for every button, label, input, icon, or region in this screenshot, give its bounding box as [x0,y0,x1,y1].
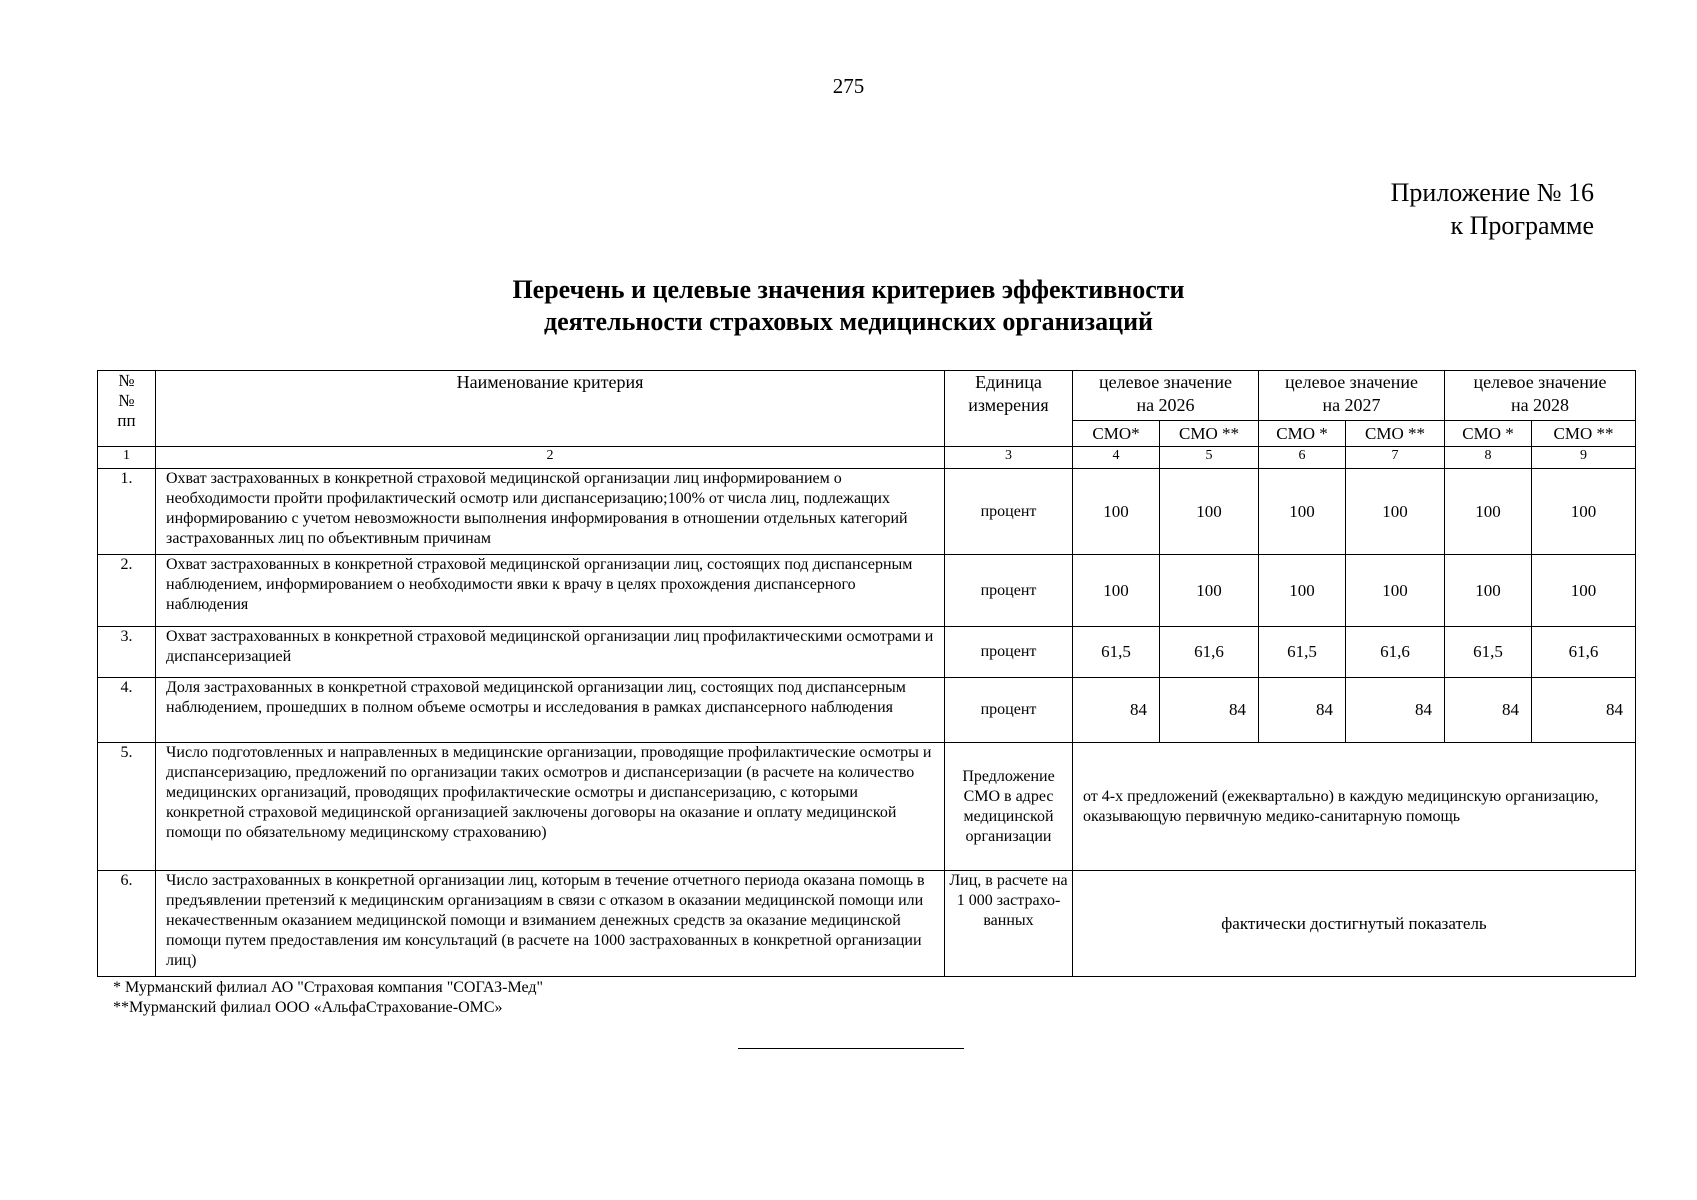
column-number: 1 [98,447,156,469]
table-row [98,871,1636,977]
table-row [98,743,1636,871]
header-num [98,371,156,447]
row-number: 5. [98,743,156,871]
header-year-2027-line-1: целевое значение [1285,372,1418,392]
criterion-name: Число подготовленных и направленных в медицинские организации, проводящие профилактические осмотры и диспансеризацию, предложений по организации таких осмотров и диспансеризации (в расчете на количество медицинских организаций, проводящих профилактические осмотры и диспансеризацию, с которыми конкретной страховой медицинской организацией заключены договоры на оказание и оплату медицинской помощи по обязательному медицинскому страхованию) [156,743,945,871]
title-line-1: Перечень и целевые значения критериев эффективности [512,275,1185,304]
table-row [98,678,1636,743]
table-row [98,555,1636,627]
column-number: 6 [1259,447,1346,469]
header-year-2028-line-2: на 2028 [1510,395,1570,415]
header-year-2026-line-1: целевое значение [1099,372,1232,392]
header-unit-line-2: измерения [968,395,1049,415]
title-line-2: деятельности страховых медицинских организаций [543,307,1154,336]
value-2027-smo2: 84 [1346,678,1445,743]
value-2027-smo2: 100 [1346,469,1445,555]
unit-cell: процент [945,469,1073,555]
criterion-name: Число застрахованных в конкретной организации лиц, которым в течение отчетного периода оказана помощь в предъявлении претензий к медицинским организациям в связи с отказом в оказании медицинской помощи или некачественным оказанием медицинской помощи и взиманием денежных средств за оказание медицинской помощи путем предоставления им консультаций (в расчете на 1000 застрахованных в конкретной организации лиц) [156,871,945,977]
header-row-top [98,371,1636,421]
row-number: 4. [98,678,156,743]
value-2027-smo2: 100 [1346,555,1445,627]
header-smo-1: СМО* [1073,421,1160,447]
merged-target-value: фактически достигнутый показатель [1073,871,1636,977]
header-smo-6: СМО ** [1532,421,1636,447]
value-2027-smo1: 100 [1259,555,1346,627]
table-row [98,469,1636,555]
footnotes [113,978,543,1018]
value-2028-smo2: 61,6 [1532,627,1636,678]
criterion-name: Охват застрахованных в конкретной страховой медицинской организации лиц, состоящих под диспансерным наблюдением, информированием о необходимости явки к врачу в целях прохождения диспансерного наблюдения [156,555,945,627]
row-number: 6. [98,871,156,977]
value-2026-smo2: 61,6 [1160,627,1259,678]
value-2028-smo2: 84 [1532,678,1636,743]
value-2028-smo2: 100 [1532,469,1636,555]
criterion-name: Охват застрахованных в конкретной страховой медицинской организации лиц профилактическими осмотрами и диспансеризацией [156,627,945,678]
column-number: 7 [1346,447,1445,469]
appendix-line-1: Приложение № 16 [1390,178,1594,207]
header-year-2026 [1073,371,1259,421]
unit-cell: Предложение СМО в адрес медицинской организации [945,743,1073,871]
header-year-2026-line-2: на 2026 [1136,395,1195,415]
column-number: 3 [945,447,1073,469]
value-2027-smo1: 61,5 [1259,627,1346,678]
criteria-table [97,370,1636,977]
unit-cell: Лиц, в расчете на 1 000 застрахо-ванных [945,871,1073,977]
row-number: 3. [98,627,156,678]
value-2028-smo1: 61,5 [1445,627,1532,678]
unit-cell: процент [945,678,1073,743]
merged-target-value: от 4-х предложений (ежеквартально) в каждую медицинскую организацию, оказывающую первичную медико-санитарную помощь [1073,743,1636,871]
value-2026-smo1: 61,5 [1073,627,1160,678]
header-criterion-name: Наименование критерия [156,371,945,447]
value-2026-smo1: 84 [1073,678,1160,743]
value-2028-smo1: 100 [1445,469,1532,555]
appendix-label [1391,176,1594,242]
document-title [0,274,1697,338]
value-2026-smo1: 100 [1073,469,1160,555]
header-num-line-1: № [118,371,135,390]
header-year-2027 [1259,371,1445,421]
value-2027-smo2: 61,6 [1346,627,1445,678]
footnote-2: **Мурманский филиал ООО «АльфаСтрахование-ОМС» [113,999,503,1016]
value-2028-smo2: 100 [1532,555,1636,627]
header-unit [945,371,1073,447]
header-num-line-3: пп [117,411,136,430]
value-2026-smo2: 100 [1160,469,1259,555]
value-2028-smo1: 84 [1445,678,1532,743]
column-number: 9 [1532,447,1636,469]
header-num-line-2: № [118,391,135,410]
appendix-line-2: к Программе [1450,211,1594,240]
divider-line [738,1048,964,1049]
header-smo-4: СМО ** [1346,421,1445,447]
value-2026-smo1: 100 [1073,555,1160,627]
value-2026-smo2: 100 [1160,555,1259,627]
header-year-2027-line-2: на 2027 [1322,395,1381,415]
header-smo-3: СМО * [1259,421,1346,447]
header-year-2028-line-1: целевое значение [1473,372,1607,392]
header-unit-line-1: Единица [975,372,1042,392]
column-number: 4 [1073,447,1160,469]
footnote-1: * Мурманский филиал АО "Страховая компания "СОГАЗ-Мед" [113,979,544,996]
unit-cell: процент [945,555,1073,627]
page-number: 275 [832,74,865,98]
criterion-name: Доля застрахованных в конкретной страховой медицинской организации лиц, состоящих под диспансерным наблюдением, прошедших в полном объеме осмотры и исследования в рамках диспансерного наблюдения [156,678,945,743]
header-smo-5: СМО * [1445,421,1532,447]
criterion-name: Охват застрахованных в конкретной страховой медицинской организации лиц информированием о необходимости пройти профилактический осмотр или диспансеризацию;100% от числа лиц, подлежащих информированию с учетом невозможности выполнения информирования в отношении отдельных категорий застрахованных лиц по объективным причинам [156,469,945,555]
column-number: 2 [156,447,945,469]
row-number: 1. [98,469,156,555]
value-2027-smo1: 100 [1259,469,1346,555]
value-2027-smo1: 84 [1259,678,1346,743]
row-number: 2. [98,555,156,627]
table-row [98,627,1636,678]
header-smo-2: СМО ** [1160,421,1259,447]
column-number: 8 [1445,447,1532,469]
header-year-2028 [1445,371,1636,421]
unit-cell: процент [945,627,1073,678]
value-2028-smo1: 100 [1445,555,1532,627]
column-number-row [98,447,1636,469]
value-2026-smo2: 84 [1160,678,1259,743]
column-number: 5 [1160,447,1259,469]
